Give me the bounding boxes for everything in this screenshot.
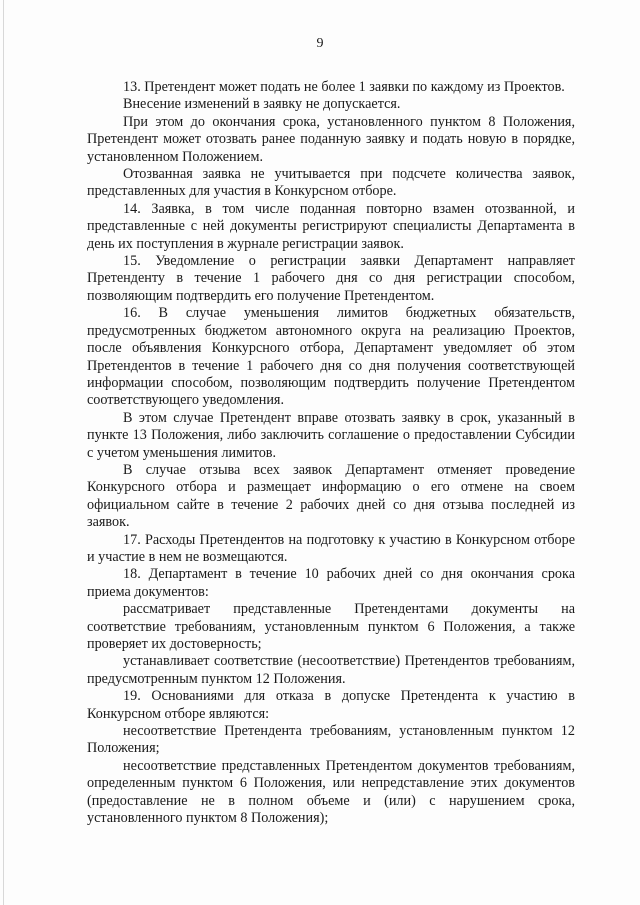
paragraph: 18. Департамент в течение 10 рабочих дней со дня окончания срока приема документов: [87,566,575,600]
scan-edge [3,0,4,905]
paragraph: При этом до окончания срока, установленного пунктом 8 Положения, Претендент может отозвать ранее поданную заявку и подать новую в порядке, установленном Положением. [87,113,575,165]
paragraph: несоответствие Претендента требованиям, установленным пунктом 12 Положения; [87,723,575,757]
paragraph: 19. Основаниями для отказа в допуске Претендента к участию в Конкурсном отборе являются: [87,688,575,722]
paragraph: 13. Претендент может подать не более 1 заявки по каждому из Проектов. [123,79,565,95]
paragraph: Отозванная заявка не учитывается при подсчете количества заявок, представленных для участия в Конкурсном отборе. [87,166,575,200]
page-number: 9 [316,36,324,51]
paragraph: В случае отзыва всех заявок Департамент отменяет проведение Конкурсного отбора и размещает информацию о его отмене на своем официальном сайте в течение 2 рабочих дней со дня отзыва последней из заявок. [87,461,575,531]
document-body [87,79,575,827]
paragraph: 15. Уведомление о регистрации заявки Департамент направляет Претенденту в течение 1 рабочего дня со дня регистрации способом, позволяющим подтвердить его получение Претендентом. [87,253,575,304]
paragraph: Внесение изменений в заявку не допускается. [123,96,401,113]
paragraph: 17. Расходы Претендентов на подготовку к участию в Конкурсном отборе и участие в нем не возмещаются. [87,531,575,565]
paragraph: 16. В случае уменьшения лимитов бюджетных обязательств, предусмотренных бюджетом автономного округа на реализацию Проектов, после объявления Конкурсного отбора, Департамент уведомляет об этом Претендентов в течение 1 рабочего дня со дня получения соответствующей информации способом, позволяющим подтвердить получение Претендентом соответствующего уведомления. [87,305,575,409]
paragraph: устанавливает соответствие (несоответствие) Претендентов требованиям, предусмотренным пунктом 12 Положения. [87,653,575,687]
paragraph: рассматривает представленные Претендентами документы на соответствие требованиям, установленным пунктом 6 Положения, а также проверяет их достоверность; [87,601,575,652]
paragraph: 14. Заявка, в том числе поданная повторно взамен отозванной, и представленные с ней документы регистрируют специалисты Департамента в день их поступления в журнале регистрации заявок. [87,200,575,252]
paragraph: В этом случае Претендент вправе отозвать заявку в срок, указанный в пункте 13 Положения, либо заключить соглашение о предоставлении Субсидии с учетом уменьшения лимитов. [87,409,575,461]
paragraph: несоответствие представленных Претендентом документов требованиям, определенным пунктом 6 Положения, или непредставление этих документов (предоставление не в полном объеме и (или) с нарушением срока, установленного пунктом 8 Положения); [87,757,575,827]
